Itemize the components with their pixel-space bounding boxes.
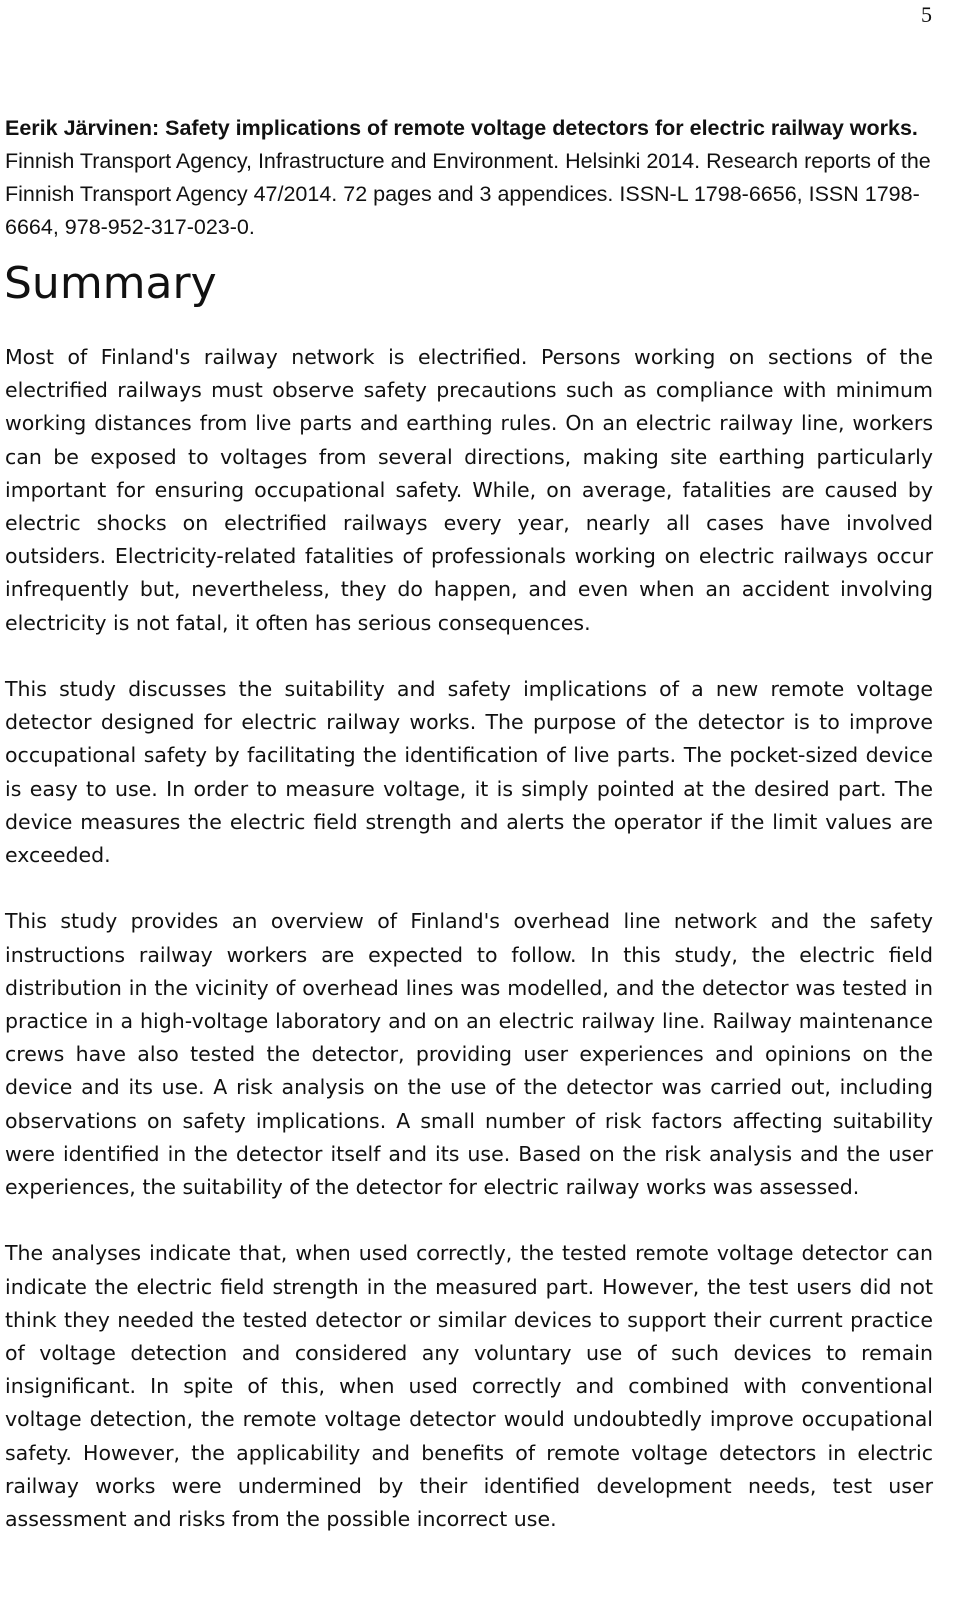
summary-body [5,341,933,1569]
summary-paragraph: This study provides an overview of Finland's overhead line network and the safety instructions railway workers are expected to follow. In this study, the electric field distribution in the vicinity of overhead lines was modelled, and the detector was tested in practice in a high-voltage laboratory and on an electric railway line. Railway maintenance crews have also tested the detector, providing user experiences and opinions on the device and its use. A risk analysis on the use of the detector was carried out, including observations on safety implications. A small number of risk factors affecting suitability were identified in the detector itself and its use. Based on the risk analysis and the user experiences, the suitability of the detector for electric railway works was assessed. [5,909,933,1200]
summary-heading: Summary [4,258,217,309]
summary-paragraph: The analyses indicate that, when used correctly, the tested remote voltage detector can indicate the electric field strength in the measured part. However, the test users did not think they needed the tested detector or similar devices to support their current practice of voltage detection and considered any voluntary use of such devices to remain insignificant. In spite of this, when used correctly and combined with conventional voltage detection, the remote voltage detector would undoubtedly improve occupational safety. However, the applicability and benefits of remote voltage detectors in electric railway works were undermined by their identified development needs, test user assessment and risks from the possible incorrect use. [5,1241,933,1532]
citation-author-title: Eerik Järvinen: Safety implications of remote voltage detectors for electric railway works. [5,116,918,140]
summary-paragraph: This study discusses the suitability and safety implications of a new remote voltage detector designed for electric railway works. The purpose of the detector is to improve occupational safety by facilitating the identification of live parts. The pocket-sized device is easy to use. In order to measure voltage, it is simply pointed at the desired part. The device measures the electric field strength and alerts the operator if the limit values are exceeded. [5,677,933,868]
summary-paragraph: Most of Finland's railway network is electrified. Persons working on sections of the electrified railways must observe safety precautions such as compliance with minimum working distances from live parts and earthing rules. On an electric railway line, workers can be exposed to voltages from several directions, making site earthing particularly important for ensuring occupational safety. While, on average, fatalities are caused by electric shocks on electrified railways every year, nearly all cases have involved outsiders. Electricity-related fatalities of professionals working on electric railways occur infrequently but, nevertheless, they do happen, and even when an accident involving electricity is not fatal, it often has serious consequences. [5,345,933,635]
citation-details: Finnish Transport Agency, Infrastructure and Environment. Helsinki 2014. Research reports of the Finnish Transport Agency 47/2014. 72 pages and 3 appendices. ISSN-L 1798-6656, ISSN 1798-6664, 978-952-317-023-0. [5,149,931,239]
page-number: 5 [921,2,932,27]
citation [5,112,935,244]
